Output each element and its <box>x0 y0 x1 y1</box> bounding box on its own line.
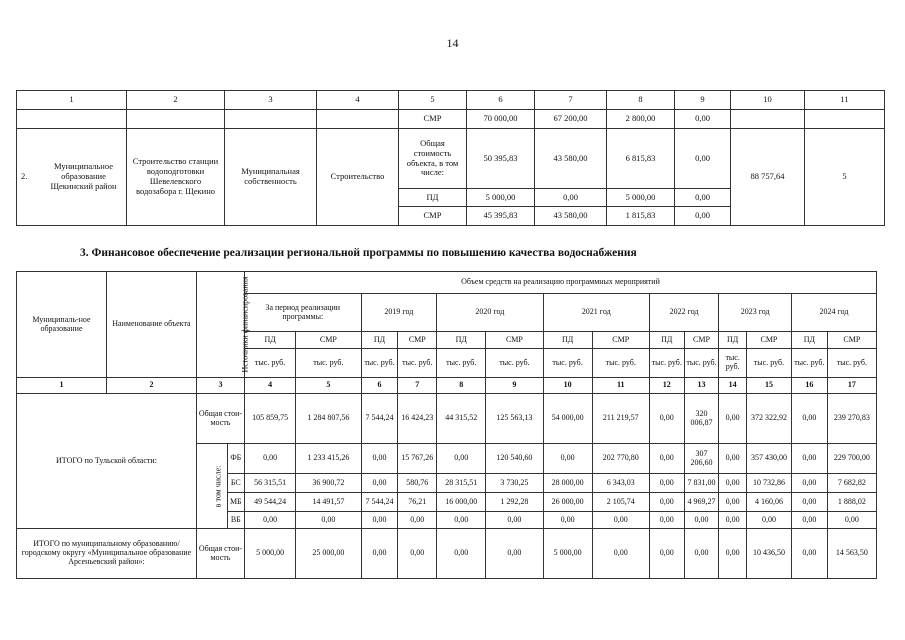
municipality-cell <box>17 129 127 226</box>
header-pd: ПД <box>543 332 592 349</box>
column-number: 13 <box>684 378 719 394</box>
header-pd: ПД <box>719 332 747 349</box>
column-number: 6 <box>361 378 398 394</box>
including-label: в том числе: <box>213 465 223 507</box>
header-sources <box>196 272 250 378</box>
value-cell: 10 436,50 <box>746 529 791 579</box>
value-cell: 0,00 <box>486 529 543 579</box>
object-name-cell: Строительство станции водоподготовки Шевелевского водозабора г. Щекино <box>127 129 225 226</box>
header-unit: тыс. руб. <box>437 349 486 378</box>
column-number: 1 <box>17 378 107 394</box>
value-cell: 0,00 <box>543 444 592 474</box>
row-number: 2. <box>21 171 28 182</box>
header-smr: СМР <box>398 332 437 349</box>
value-cell: 125 563,13 <box>486 394 543 444</box>
value-cell: 0,00 <box>296 512 361 529</box>
table-cell: 5 000,00 <box>467 189 535 207</box>
value-cell: 0,00 <box>719 529 747 579</box>
value-cell: 0,00 <box>543 512 592 529</box>
table-cell: 67 200,00 <box>535 110 607 129</box>
value-cell: 56 315,51 <box>245 474 296 493</box>
page-number: 14 <box>446 36 459 50</box>
value-cell: 0,00 <box>649 493 684 512</box>
objects-table <box>16 90 885 226</box>
value-cell: 14 563,50 <box>827 529 876 579</box>
value-cell: 320 006,87 <box>684 394 719 444</box>
table-row <box>17 394 877 444</box>
table-cell: 43 580,00 <box>535 129 607 189</box>
value-cell: 2 105,74 <box>592 493 649 512</box>
header-unit: тыс. руб. <box>486 349 543 378</box>
column-number: 11 <box>592 378 649 394</box>
value-cell: 0,00 <box>592 512 649 529</box>
header-object: Наименование объекта <box>106 272 196 378</box>
value-cell: 26 000,00 <box>543 493 592 512</box>
value-cell: 0,00 <box>592 529 649 579</box>
source-cell: ФБ <box>227 444 244 474</box>
column-number: 2 <box>127 91 225 110</box>
section-title: 3. Финансовое обеспечение реализации региональной программы по повышению качества водоснабжения <box>80 247 637 259</box>
column-number: 17 <box>827 378 876 394</box>
value-cell: 0,00 <box>361 529 398 579</box>
value-cell: 0,00 <box>398 529 437 579</box>
cost-type-cell: Общая стоимость объекта, в том числе: <box>399 129 467 189</box>
column-number: 9 <box>675 91 731 110</box>
table-cell: 0,00 <box>675 189 731 207</box>
column-number: 3 <box>225 91 317 110</box>
value-cell: 49 544,24 <box>245 493 296 512</box>
value-cell: 5 000,00 <box>245 529 296 579</box>
header-smr: СМР <box>486 332 543 349</box>
value-cell: 211 219,57 <box>592 394 649 444</box>
table-row <box>17 529 877 579</box>
value-cell: 0,00 <box>791 394 827 444</box>
column-number: 5 <box>296 378 361 394</box>
column-number: 5 <box>399 91 467 110</box>
value-cell: 7 544,24 <box>361 493 398 512</box>
value-cell: 16 424,23 <box>398 394 437 444</box>
value-cell: 0,00 <box>437 512 486 529</box>
header-sources-label: Источники финансирования <box>240 276 250 373</box>
header-unit: тыс. руб. <box>296 349 361 378</box>
capacity-cell: 88 757,64 <box>731 129 805 226</box>
value-cell: 0,00 <box>684 512 719 529</box>
value-cell: 1 233 415,26 <box>296 444 361 474</box>
column-number: 1 <box>17 91 127 110</box>
value-cell: 0,00 <box>486 512 543 529</box>
header-unit: тыс. руб. <box>719 349 747 378</box>
table-cell: 1 815,83 <box>607 207 675 226</box>
table-cell: 0,00 <box>675 110 731 129</box>
source-cell: БС <box>227 474 244 493</box>
value-cell: 14 491,57 <box>296 493 361 512</box>
header-smr: СМР <box>592 332 649 349</box>
value-cell: 28 000,00 <box>543 474 592 493</box>
value-cell: 0,00 <box>827 512 876 529</box>
value-cell: 202 770,80 <box>592 444 649 474</box>
value-cell: 0,00 <box>361 444 398 474</box>
table-cell: 70 000,00 <box>467 110 535 129</box>
column-number: 15 <box>746 378 791 394</box>
value-cell: 15 767,26 <box>398 444 437 474</box>
value-cell: 0,00 <box>791 493 827 512</box>
header-year: 2022 год <box>649 294 719 332</box>
municipality-name: Муниципальное образование Щекинский район <box>50 161 117 191</box>
value-cell: 25 000,00 <box>296 529 361 579</box>
header-pd: ПД <box>649 332 684 349</box>
column-number: 4 <box>245 378 296 394</box>
header-unit: тыс. руб. <box>791 349 827 378</box>
table-cell: 2 800,00 <box>607 110 675 129</box>
value-cell: 0,00 <box>791 512 827 529</box>
total-arsenyevo-label: ИТОГО по муниципальному образованию/ городскому округу «Муниципальное образование Арсеньевский район»: <box>17 529 197 579</box>
value-cell: 28 315,51 <box>437 474 486 493</box>
source-cell: Общая стои-мость <box>196 394 244 444</box>
value-cell: 0,00 <box>791 529 827 579</box>
work-type-cell: Строительство <box>317 129 399 226</box>
column-number: 8 <box>607 91 675 110</box>
source-cell: Общая стои-мость <box>196 529 244 579</box>
cost-type-cell: ПД <box>399 189 467 207</box>
value-cell: 0,00 <box>791 444 827 474</box>
value-cell: 580,76 <box>398 474 437 493</box>
source-cell: МБ <box>227 493 244 512</box>
header-smr: СМР <box>746 332 791 349</box>
column-number: 9 <box>486 378 543 394</box>
value-cell: 0,00 <box>719 444 747 474</box>
header-volume: Объем средств на реализацию программных мероприятий <box>245 272 877 294</box>
header-unit: тыс. руб. <box>827 349 876 378</box>
value-cell: 1 284 807,56 <box>296 394 361 444</box>
header-unit: тыс. руб. <box>746 349 791 378</box>
value-cell: 6 343,03 <box>592 474 649 493</box>
value-cell: 44 315,52 <box>437 394 486 444</box>
header-smr: СМР <box>296 332 361 349</box>
financing-table <box>16 271 877 579</box>
column-number: 8 <box>437 378 486 394</box>
value-cell: 0,00 <box>649 512 684 529</box>
header-unit: тыс. руб. <box>684 349 719 378</box>
value-cell: 16 000,00 <box>437 493 486 512</box>
value-cell: 4 969,27 <box>684 493 719 512</box>
value-cell: 3 730,25 <box>486 474 543 493</box>
header-municipality: Муниципаль-ное образование <box>17 272 107 378</box>
column-number: 7 <box>535 91 607 110</box>
total-tula-label: ИТОГО по Тульской области: <box>17 394 197 529</box>
table-header-row <box>17 272 877 294</box>
value-cell: 105 859,75 <box>245 394 296 444</box>
value-cell: 0,00 <box>649 444 684 474</box>
column-number: 7 <box>398 378 437 394</box>
value-cell: 0,00 <box>437 529 486 579</box>
table-cell: 0,00 <box>535 189 607 207</box>
column-number: 16 <box>791 378 827 394</box>
value-cell: 307 206,60 <box>684 444 719 474</box>
table-cell: 45 395,83 <box>467 207 535 226</box>
table-cell: 43 580,00 <box>535 207 607 226</box>
header-year: 2024 год <box>791 294 876 332</box>
value-cell: 0,00 <box>719 512 747 529</box>
header-unit: тыс. руб. <box>361 349 398 378</box>
table-cell: 6 815,83 <box>607 129 675 189</box>
cost-type-cell: СМР <box>399 110 467 129</box>
value-cell: 0,00 <box>719 493 747 512</box>
value-cell: 5 000,00 <box>543 529 592 579</box>
value-cell: 7 831,00 <box>684 474 719 493</box>
header-unit: тыс. руб. <box>543 349 592 378</box>
value-cell: 0,00 <box>361 474 398 493</box>
value-cell: 0,00 <box>649 529 684 579</box>
value-cell: 120 540,60 <box>486 444 543 474</box>
source-cell: ВБ <box>227 512 244 529</box>
column-number: 11 <box>805 91 885 110</box>
value-cell: 357 430,00 <box>746 444 791 474</box>
value-cell: 1 888,02 <box>827 493 876 512</box>
ownership-cell: Муниципальная собственность <box>225 129 317 226</box>
value-cell: 239 270,83 <box>827 394 876 444</box>
header-year: 2020 год <box>437 294 543 332</box>
value-cell: 76,21 <box>398 493 437 512</box>
value-cell: 0,00 <box>437 444 486 474</box>
value-cell: 0,00 <box>746 512 791 529</box>
header-unit: тыс. руб. <box>245 349 296 378</box>
header-smr: СМР <box>684 332 719 349</box>
table-cell: 50 395,83 <box>467 129 535 189</box>
value-cell: 0,00 <box>245 444 296 474</box>
header-pd: ПД <box>791 332 827 349</box>
value-cell: 7 682,82 <box>827 474 876 493</box>
header-pd: ПД <box>245 332 296 349</box>
value-cell: 0,00 <box>649 474 684 493</box>
column-number: 12 <box>649 378 684 394</box>
value-cell: 229 700,00 <box>827 444 876 474</box>
value-cell: 372 322,92 <box>746 394 791 444</box>
column-number: 14 <box>719 378 747 394</box>
column-number: 4 <box>317 91 399 110</box>
table-row <box>17 110 885 129</box>
value-cell: 0,00 <box>398 512 437 529</box>
including-label-cell <box>196 444 227 529</box>
column-number: 10 <box>543 378 592 394</box>
value-cell: 0,00 <box>649 394 684 444</box>
cost-type-cell: СМР <box>399 207 467 226</box>
value-cell: 7 544,24 <box>361 394 398 444</box>
header-pd: ПД <box>437 332 486 349</box>
table-cell: 5 <box>805 129 885 226</box>
value-cell: 10 732,86 <box>746 474 791 493</box>
value-cell: 0,00 <box>719 474 747 493</box>
table-cell: 5 000,00 <box>607 189 675 207</box>
table-cell: 0,00 <box>675 129 731 189</box>
header-smr: СМР <box>827 332 876 349</box>
header-pd: ПД <box>361 332 398 349</box>
column-number: 6 <box>467 91 535 110</box>
header-unit: тыс. руб. <box>592 349 649 378</box>
header-year: 2023 год <box>719 294 792 332</box>
value-cell: 0,00 <box>684 529 719 579</box>
table-row <box>17 129 885 189</box>
table-cell: 0,00 <box>675 207 731 226</box>
table-column-numbers-row <box>17 378 877 394</box>
header-unit: тыс. руб. <box>398 349 437 378</box>
header-year: 2021 год <box>543 294 649 332</box>
value-cell: 1 292,28 <box>486 493 543 512</box>
header-period: За период реализации программы: <box>245 294 362 332</box>
value-cell: 54 000,00 <box>543 394 592 444</box>
value-cell: 0,00 <box>791 474 827 493</box>
value-cell: 0,00 <box>245 512 296 529</box>
table-column-numbers-row <box>17 91 885 110</box>
value-cell: 4 160,06 <box>746 493 791 512</box>
header-unit: тыс. руб. <box>649 349 684 378</box>
value-cell: 0,00 <box>719 394 747 444</box>
value-cell: 0,00 <box>361 512 398 529</box>
column-number: 2 <box>106 378 196 394</box>
column-number: 10 <box>731 91 805 110</box>
value-cell: 36 900,72 <box>296 474 361 493</box>
header-year: 2019 год <box>361 294 437 332</box>
column-number: 3 <box>196 378 244 394</box>
